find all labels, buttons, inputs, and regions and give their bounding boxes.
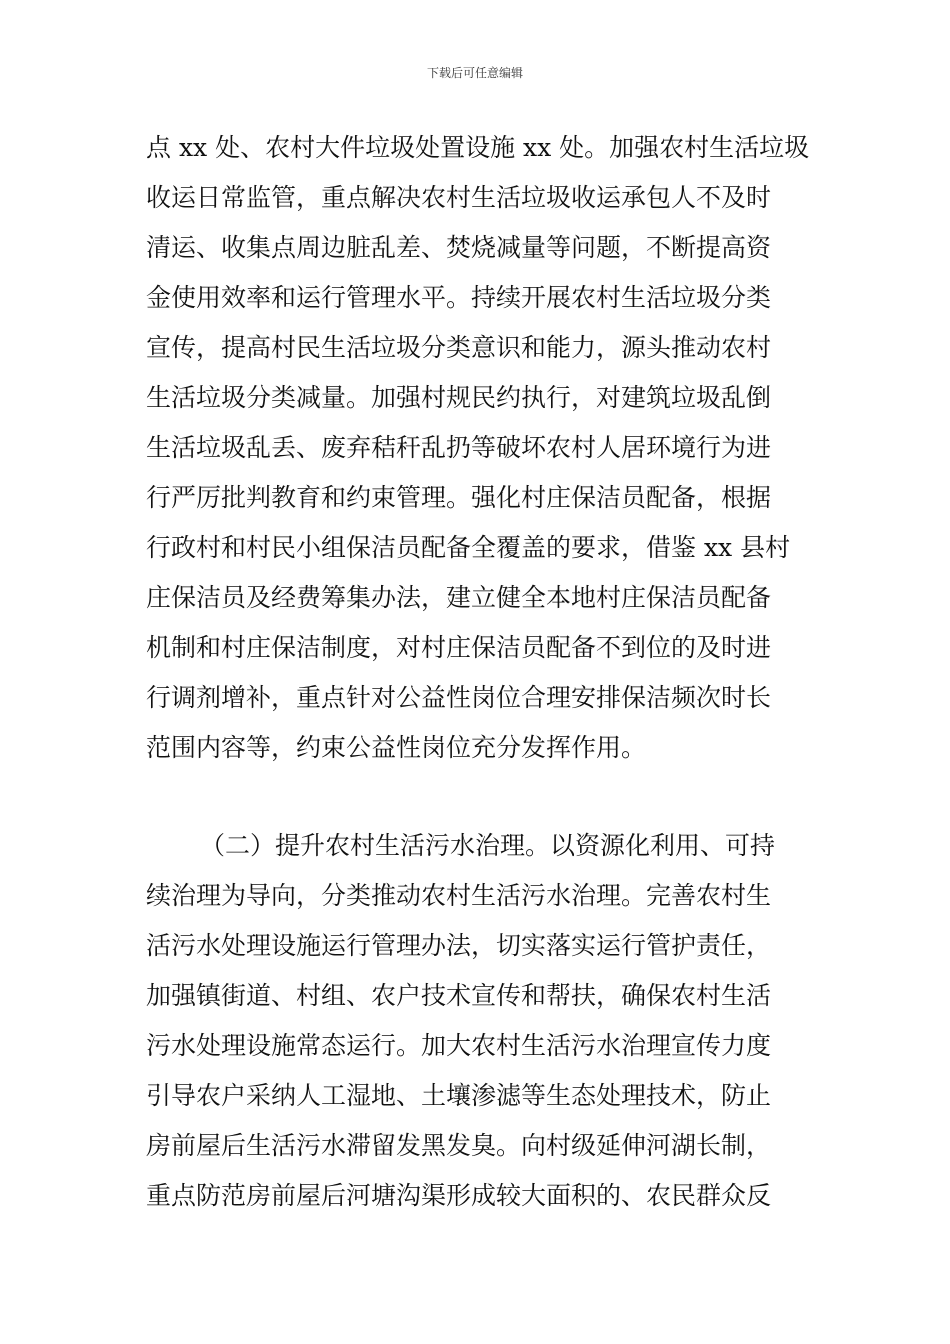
text-line: 行调剂增补，重点针对公益性岗位合理安排保洁频次时长	[146, 683, 772, 712]
text-line: 庄保洁员及经费筹集办法，建立健全本地村庄保洁员配备	[146, 583, 772, 612]
text-line: 房前屋后生活污水滞留发黑发臭。向村级延伸河湖长制，	[146, 1131, 772, 1160]
text-line: 金使用效率和运行管理水平。持续开展农村生活垃圾分类	[146, 283, 772, 312]
page-header: 下载后可任意编辑	[426, 66, 523, 80]
text-line: 清运、收集点周边脏乱差、焚烧减量等问题，不断提高资	[146, 233, 772, 262]
text-line: 宣传，提高村民生活垃圾分类意识和能力，源头推动农村	[146, 333, 772, 362]
section-heading-line: （二）提升农村生活污水治理。以资源化利用、可持	[200, 831, 776, 860]
text-line: 范围内容等，约束公益性岗位充分发挥作用。	[146, 733, 647, 762]
text-line: 机制和村庄保洁制度，对村庄保洁员配备不到位的及时进	[146, 633, 772, 662]
text-line: 污水处理设施常态运行。加大农村生活污水治理宣传力度	[146, 1031, 772, 1060]
text-line: 重点防范房前屋后河塘沟渠形成较大面积的、农民群众反	[146, 1181, 772, 1210]
text-line: 续治理为导向，分类推动农村生活污水治理。完善农村生	[146, 881, 772, 910]
text-line: 生活垃圾乱丢、废弃秸秆乱扔等破坏农村人居环境行为进	[146, 433, 772, 462]
text-line: 行严厉批判教育和约束管理。强化村庄保洁员配备，根据	[146, 483, 772, 512]
text-line: 引导农户采纳人工湿地、土壤渗滤等生态处理技术，防止	[146, 1081, 772, 1110]
text-line: 生活垃圾分类减量。加强村规民约执行，对建筑垃圾乱倒	[146, 383, 772, 412]
text-line: 加强镇街道、村组、农户技术宣传和帮扶，确保农村生活	[146, 981, 772, 1010]
text-line: 点 xx 处、农村大件垃圾处置设施 xx 处。加强农村生活垃圾	[146, 133, 810, 162]
text-line: 活污水处理设施运行管理办法，切实落实运行管护责任，	[146, 931, 772, 960]
text-line: 收运日常监管，重点解决农村生活垃圾收运承包人不及时	[146, 183, 772, 212]
text-line: 行政村和村民小组保洁员配备全覆盖的要求，借鉴 xx 县村	[146, 533, 791, 562]
